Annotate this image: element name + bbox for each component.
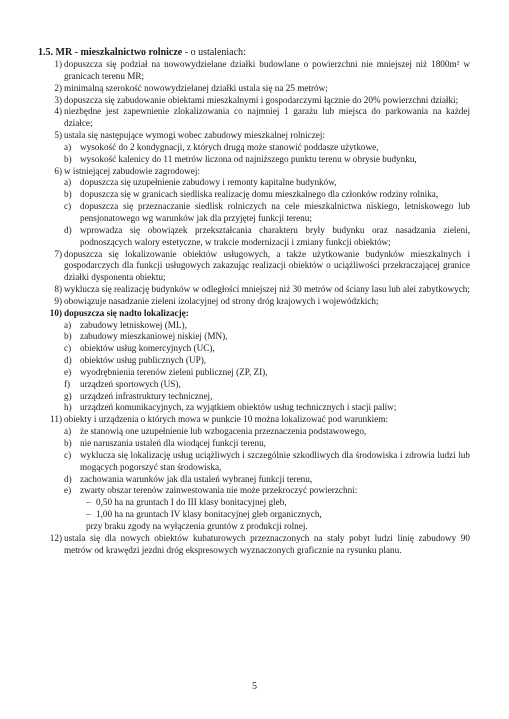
item-marker: 4) xyxy=(54,106,62,117)
sub-item xyxy=(0,154,509,166)
item-marker: a) xyxy=(64,177,72,188)
provision-item xyxy=(0,130,509,142)
item-marker: b) xyxy=(64,331,72,342)
item-text: obiektów usług publicznych (UP), xyxy=(80,355,207,366)
item-marker: – xyxy=(86,497,91,508)
sub-item xyxy=(0,426,509,438)
sub-item xyxy=(0,402,509,414)
item-text: ustala się następujące wymogi wobec zabudowy mieszkalnej rolniczej: xyxy=(64,130,325,141)
item-text: wyklucza się realizację budynków w odległości mniejszej niż 30 metrów od ściany lasu lub alei zabytkowych; xyxy=(64,284,470,295)
item-marker: 12) xyxy=(49,532,62,543)
section-title: 1.5. MR - mieszkalnictwo rolnicze xyxy=(38,47,183,58)
item-text: dopuszcza się zabudowanie obiektami mieszkalnymi i gospodarczymi łącznie do 20% powierzchni działki; xyxy=(64,94,459,105)
page-number: 5 xyxy=(252,681,257,692)
sub-item xyxy=(0,177,509,189)
item-marker: d) xyxy=(64,355,72,366)
dash-item xyxy=(0,497,509,509)
item-text: dopuszcza się w granicach siedliska realizację domu mieszkalnego dla członków rodziny rolnika, xyxy=(80,189,439,200)
sub-item xyxy=(0,379,509,391)
item-marker: 8) xyxy=(54,284,62,295)
item-marker: 5) xyxy=(54,130,62,141)
provisions-list xyxy=(0,59,509,556)
item-text: obiekty i urządzenia o których mowa w punkcie 10 można lokalizować pod warunkiem: xyxy=(64,414,389,425)
item-marker: g) xyxy=(64,390,72,401)
item-marker: e) xyxy=(64,485,72,496)
provision-item xyxy=(0,59,509,83)
item-marker: e) xyxy=(64,366,72,377)
item-marker: d) xyxy=(64,224,72,235)
provision-item xyxy=(0,95,509,107)
sub-item xyxy=(0,331,509,343)
sub-item xyxy=(0,485,509,497)
item-marker: 7) xyxy=(54,248,62,259)
item-marker: f) xyxy=(64,378,71,389)
sub-item xyxy=(0,438,509,450)
item-text: urządzeń komunikacyjnych, za wyjątkiem obiektów usług technicznych i stacji paliw; xyxy=(80,402,397,413)
provision-item xyxy=(0,166,509,178)
item-marker: 6) xyxy=(54,165,62,176)
provision-item xyxy=(0,284,509,296)
sub-item xyxy=(0,474,509,486)
sub-item xyxy=(0,450,509,474)
item-marker: d) xyxy=(64,473,72,484)
provision-item xyxy=(0,249,509,285)
item-text: obiektów usług komercyjnych (UC), xyxy=(80,343,215,354)
item-text: zwarty obszar terenów zainwestowania nie może przekroczyć powierzchni: xyxy=(80,485,358,496)
sub-item xyxy=(0,355,509,367)
item-text: że stanowią one uzupełnienie lub wzbogacenia przeznaczenia podstawowego, xyxy=(80,426,367,437)
item-text: nie naruszania ustaleń dla wiodącej funkcji terenu, xyxy=(80,438,266,448)
item-text: dopuszcza się lokalizowanie obiektów usługowych, a także użytkowanie budynków mieszkalnych i gospodarczych dla funkcji usługowych zakazując realizacji obiektów o uciążliwości przekraczającej granice działki dysponenta obiektu; xyxy=(64,248,470,283)
item-marker: a) xyxy=(64,426,72,437)
item-marker: 10) xyxy=(49,307,62,318)
item-marker: b) xyxy=(64,189,72,200)
provision-item xyxy=(0,106,509,130)
item-marker: a) xyxy=(64,141,72,152)
item-text: 0,50 ha na gruntach I do III klasy bonitacyjnej gleb, xyxy=(96,497,287,508)
item-text: urządzeń sportowych (US), xyxy=(80,378,181,389)
item-marker: c) xyxy=(64,201,72,212)
item-marker: 9) xyxy=(54,295,62,306)
sub-item xyxy=(0,391,509,403)
provision-item xyxy=(0,414,509,426)
sub-item xyxy=(0,367,509,379)
provision-item xyxy=(0,533,509,557)
item-text: urządzeń infrastruktury technicznej, xyxy=(80,390,213,401)
sub-item xyxy=(0,225,509,249)
item-text: zabudowy mieszkaniowej niskiej (MN), xyxy=(80,331,228,342)
item-text: wyklucza się lokalizację usług uciążliwych i szczególnie szkodliwych dla środowiska i zdrowia ludzi lub mogących pogorszyć stan środowiska, xyxy=(80,449,470,472)
item-text: dopuszcza się podział na nowowydzielane działki budowlane o powierzchni nie mniejszej niż 1800m² w granicach terenu MR; xyxy=(64,59,470,81)
item-marker: c) xyxy=(64,449,72,460)
provision-item xyxy=(0,308,509,320)
item-text: dopuszcza się przeznaczanie siedlisk rolniczych na cele mieszkalnictwa niskiego, letniskowego lub pensjonatowego wg warunków jak dla przyjętej funkcji terenu; xyxy=(80,201,470,223)
dash-item xyxy=(0,521,509,533)
sub-item xyxy=(0,343,509,355)
item-marker: 2) xyxy=(54,82,62,93)
item-marker: b) xyxy=(64,153,72,164)
item-marker: a) xyxy=(64,319,72,330)
item-marker: h) xyxy=(64,402,72,413)
provision-item xyxy=(0,83,509,95)
item-text: w istniejącej zabudowie zagrodowej: xyxy=(64,165,200,176)
section-heading xyxy=(38,46,246,59)
item-text: niezbędne jest zapewnienie zlokalizowania co najmniej 1 garażu lub miejsca do parkowania na każdej działce; xyxy=(64,106,470,129)
item-text: wyodrębnienia terenów zieleni publicznej (ZP, ZI), xyxy=(80,366,268,377)
item-marker: 3) xyxy=(54,94,62,105)
item-text: minimalną szerokość nowowydzielanej działki ustala się na 25 metrów; xyxy=(64,82,328,93)
item-text: zachowania warunków jak dla ustaleń wybranej funkcji terenu, xyxy=(80,473,313,484)
item-text: wysokość kalenicy do 11 metrów liczona od najniższego punktu terenu w obrysie budynku, xyxy=(80,153,417,164)
item-text: dopuszcza się uzupełnienie zabudowy i remonty kapitalne budynków, xyxy=(80,177,337,188)
item-marker: b) xyxy=(64,438,72,448)
item-text: ustala się dla nowych obiektów kubaturowych przeznaczonych na stały pobyt ludzi linię zabudowy 90 metrów od krawędzi jezdni dróg ekspresowych wyznaczonych graficznie na rysunku planu. xyxy=(64,532,470,555)
item-text: 1,00 ha na gruntach IV klasy bonitacyjnej gleb organicznych, xyxy=(96,509,322,520)
item-text: przy braku zgody na wyłączenia gruntów z produkcji rolnej. xyxy=(86,520,308,531)
item-marker: 1) xyxy=(54,59,62,69)
item-text: wprowadza się obowiązek przekształcania charakteru bryły budynku oraz nasadzania zieleni, podnoszących walory estetyczne, w trakcie modernizacji i zmiany funkcji obiektów; xyxy=(80,224,470,247)
item-text: dopuszcza się nadto lokalizację: xyxy=(64,307,189,318)
item-marker: 11) xyxy=(50,414,62,425)
sub-item xyxy=(0,320,509,332)
sub-item xyxy=(0,201,509,225)
item-text: wysokość do 2 kondygnacji, z których drugą może stanowić poddasze użytkowe, xyxy=(80,141,379,152)
item-text: obowiązuje nasadzanie zieleni izolacyjnej od strony dróg krajowych i wojewódzkich; xyxy=(64,295,379,306)
item-marker: c) xyxy=(64,343,72,354)
sub-item xyxy=(0,189,509,201)
item-text: zabudowy letniskowej (ML), xyxy=(80,319,187,330)
item-marker: – xyxy=(86,509,91,520)
sub-item xyxy=(0,142,509,154)
section-subtitle: - o ustaleniach: xyxy=(182,47,246,58)
provision-item xyxy=(0,296,509,308)
dash-item xyxy=(0,509,509,521)
